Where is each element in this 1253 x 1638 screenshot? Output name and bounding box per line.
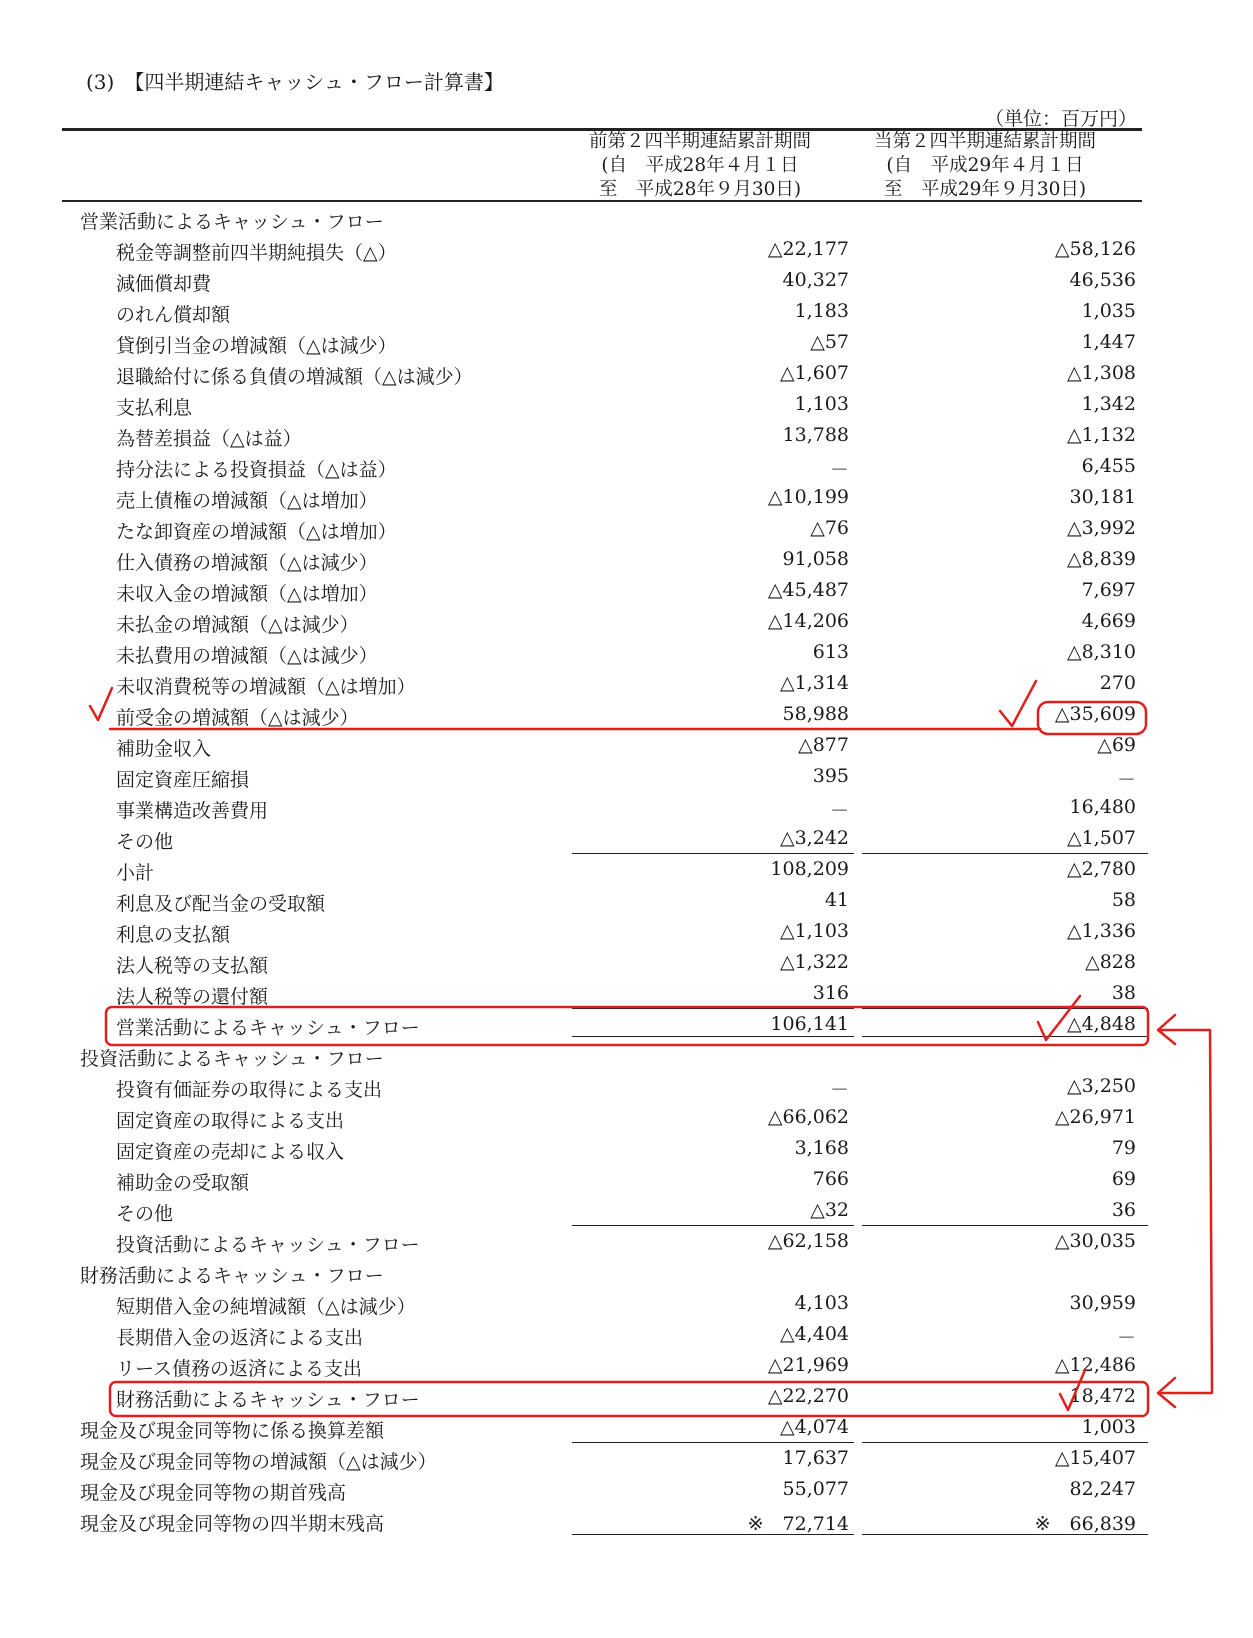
value-prev-period: － xyxy=(829,459,849,481)
value-prev-period: 58,988 xyxy=(782,703,849,725)
value-curr-period: 18,472 xyxy=(1069,1385,1136,1407)
table-row xyxy=(0,699,1253,730)
row-label: 支払利息 xyxy=(116,397,193,419)
row-label: 補助金収入 xyxy=(116,738,212,760)
value-prev-period: △1,103 xyxy=(779,920,849,942)
row-label: 未払費用の増減額（△は減少） xyxy=(116,645,378,667)
table-row xyxy=(0,854,1253,885)
column-header-prev-title: 前第２四半期連結累計期間 xyxy=(588,131,811,152)
table-row xyxy=(0,1040,1253,1071)
table-row xyxy=(0,265,1253,296)
value-curr-period: 1,035 xyxy=(1081,300,1136,322)
value-curr-period: 38 xyxy=(1111,982,1136,1004)
row-label: 法人税等の支払額 xyxy=(116,955,269,977)
row-label: 補助金の受取額 xyxy=(116,1172,250,1194)
row-label: 長期借入金の返済による支出 xyxy=(116,1327,364,1349)
table-row xyxy=(0,916,1253,947)
value-prev-period: 766 xyxy=(812,1168,849,1190)
row-label: 固定資産の売却による収入 xyxy=(116,1141,345,1163)
sum-rule xyxy=(572,1534,854,1535)
row-label: その他 xyxy=(116,1203,174,1225)
table-row xyxy=(0,389,1253,420)
row-label: 利息の支払額 xyxy=(116,924,231,946)
sum-rule xyxy=(862,1036,1148,1037)
row-label: 売上債権の増減額（△は増加） xyxy=(116,490,378,512)
value-prev-period: △21,969 xyxy=(767,1354,849,1376)
table-row xyxy=(0,575,1253,606)
row-label: 財務活動によるキャッシュ・フロー xyxy=(80,1265,384,1287)
row-label: その他 xyxy=(116,831,174,853)
value-prev-period: △3,242 xyxy=(779,827,849,849)
row-label: 税金等調整前四半期純損失（△） xyxy=(116,242,397,264)
value-prev-period: △22,270 xyxy=(767,1385,849,1407)
value-curr-period: － xyxy=(1116,769,1136,791)
value-curr-period: 6,455 xyxy=(1081,455,1136,477)
table-row xyxy=(0,1195,1253,1226)
row-label: のれん償却額 xyxy=(116,304,231,326)
value-prev-period: 395 xyxy=(812,765,849,787)
table-row xyxy=(0,823,1253,854)
value-prev-period: 41 xyxy=(824,889,849,911)
value-curr-period: △1,308 xyxy=(1066,362,1136,384)
value-curr-period: － xyxy=(1116,1327,1136,1349)
row-label: 為替差損益（△は益） xyxy=(116,428,302,450)
value-curr-period: 7,697 xyxy=(1081,579,1136,601)
value-prev-period: － xyxy=(829,1079,849,1101)
value-prev-period: 316 xyxy=(812,982,849,1004)
value-prev-period: △4,074 xyxy=(779,1416,849,1438)
table-row xyxy=(0,978,1253,1009)
value-prev-period: 3,168 xyxy=(794,1137,849,1159)
row-label: 未収入金の増減額（△は増加） xyxy=(116,583,378,605)
value-prev-period: △1,322 xyxy=(779,951,849,973)
value-curr-period: 82,247 xyxy=(1069,1478,1136,1500)
table-row xyxy=(0,234,1253,265)
row-label: 固定資産の取得による支出 xyxy=(116,1110,345,1132)
table-row xyxy=(0,1505,1253,1536)
value-curr-period: △1,336 xyxy=(1066,920,1136,942)
value-prev-period: △32 xyxy=(810,1199,849,1221)
table-row xyxy=(0,606,1253,637)
table-row xyxy=(0,885,1253,916)
row-label: 仕入債務の増減額（△は減少） xyxy=(116,552,378,574)
table-row xyxy=(0,327,1253,358)
row-label: 財務活動によるキャッシュ・フロー xyxy=(116,1389,420,1411)
table-row xyxy=(0,761,1253,792)
row-label: 未払金の増減額（△は減少） xyxy=(116,614,359,636)
sum-rule xyxy=(572,1442,854,1443)
table-row xyxy=(0,1443,1253,1474)
value-curr-period: 58 xyxy=(1111,889,1136,911)
value-curr-period: △15,407 xyxy=(1054,1447,1136,1469)
sum-rule xyxy=(572,1036,854,1037)
sum-rule xyxy=(862,1534,1148,1535)
value-curr-period: △3,992 xyxy=(1066,517,1136,539)
row-label: 事業構造改善費用 xyxy=(116,800,269,822)
sum-rule xyxy=(862,853,1148,854)
value-curr-period: 30,959 xyxy=(1069,1292,1136,1314)
value-prev-period: △877 xyxy=(798,734,849,756)
table-row xyxy=(0,1071,1253,1102)
table-row xyxy=(0,1412,1253,1443)
column-header-curr xyxy=(845,130,1125,202)
value-prev-period: 13,788 xyxy=(782,424,849,446)
value-curr-period: △69 xyxy=(1097,734,1136,756)
value-curr-period: △828 xyxy=(1085,951,1136,973)
value-curr-period: △8,310 xyxy=(1066,641,1136,663)
row-label: 現金及び現金同等物に係る換算差額 xyxy=(80,1420,385,1442)
table-row xyxy=(0,1381,1253,1412)
value-prev-period: △45,487 xyxy=(767,579,849,601)
value-curr-period: △30,035 xyxy=(1054,1230,1136,1252)
value-prev-period: 1,183 xyxy=(794,300,849,322)
value-prev-period: 108,209 xyxy=(770,858,849,880)
value-curr-period: △2,780 xyxy=(1066,858,1136,880)
value-curr-period: △35,609 xyxy=(1054,703,1136,725)
table-row xyxy=(0,1226,1253,1257)
value-prev-period: 40,327 xyxy=(782,269,849,291)
column-header-prev-to: 至 平成28年９月30日) xyxy=(598,179,802,200)
value-prev-period: 1,103 xyxy=(794,393,849,415)
row-label: 現金及び現金同等物の期首残高 xyxy=(80,1482,347,1504)
sum-rule xyxy=(862,1225,1148,1226)
value-prev-period: 91,058 xyxy=(782,548,849,570)
row-label: 現金及び現金同等物の四半期末残高 xyxy=(80,1513,385,1535)
value-prev-period: ※ 72,714 xyxy=(747,1513,849,1535)
value-curr-period: △8,839 xyxy=(1066,548,1136,570)
value-prev-period: △22,177 xyxy=(767,238,849,260)
value-prev-period: △14,206 xyxy=(767,610,849,632)
statement-title: (3) 【四半期連結キャッシュ・フロー計算書】 xyxy=(86,70,504,94)
table-row xyxy=(0,730,1253,761)
value-prev-period: － xyxy=(829,800,849,822)
row-label: 利息及び配当金の受取額 xyxy=(116,893,326,915)
value-prev-period: 55,077 xyxy=(782,1478,849,1500)
value-curr-period: △4,848 xyxy=(1066,1013,1136,1035)
value-curr-period: 79 xyxy=(1111,1137,1136,1159)
sum-rule xyxy=(572,1008,854,1009)
unit-label: （単位：百万円） xyxy=(985,108,1138,130)
value-curr-period: △58,126 xyxy=(1054,238,1136,260)
row-label: 現金及び現金同等物の増減額（△は減少） xyxy=(80,1451,437,1473)
row-label: 営業活動によるキャッシュ・フロー xyxy=(116,1017,420,1039)
table-row xyxy=(0,947,1253,978)
value-curr-period: △1,132 xyxy=(1066,424,1136,446)
table-row xyxy=(0,296,1253,327)
value-curr-period: △3,250 xyxy=(1066,1075,1136,1097)
header-rule xyxy=(62,200,1142,202)
column-header-prev xyxy=(560,130,840,202)
row-label: 営業活動によるキャッシュ・フロー xyxy=(80,211,384,233)
column-header-curr-title: 当第２四半期連結累計期間 xyxy=(873,131,1096,152)
row-label: 法人税等の還付額 xyxy=(116,986,269,1008)
table-row xyxy=(0,203,1253,234)
sum-rule xyxy=(572,1225,854,1226)
value-curr-period: △12,486 xyxy=(1054,1354,1136,1376)
table-row xyxy=(0,420,1253,451)
value-prev-period: 17,637 xyxy=(782,1447,849,1469)
table-row xyxy=(0,1164,1253,1195)
value-prev-period: △66,062 xyxy=(767,1106,849,1128)
table-row xyxy=(0,482,1253,513)
table-row xyxy=(0,1257,1253,1288)
column-header-curr-to: 至 平成29年９月30日) xyxy=(883,179,1087,200)
value-curr-period: 30,181 xyxy=(1069,486,1136,508)
value-curr-period: ※ 66,839 xyxy=(1034,1513,1136,1535)
value-curr-period: 36 xyxy=(1111,1199,1136,1221)
sum-rule xyxy=(862,1008,1148,1009)
row-label: 貸倒引当金の増減額（△は減少） xyxy=(116,335,397,357)
value-prev-period: △62,158 xyxy=(767,1230,849,1252)
row-label: 小計 xyxy=(116,862,155,884)
value-curr-period: 46,536 xyxy=(1069,269,1136,291)
table-row xyxy=(0,637,1253,668)
row-label: 短期借入金の純増減額（△は減少） xyxy=(116,1296,416,1318)
value-prev-period: △10,199 xyxy=(767,486,849,508)
value-curr-period: 1,003 xyxy=(1081,1416,1136,1438)
row-label: 退職給付に係る負債の増減額（△は減少） xyxy=(116,366,473,388)
row-label: 投資有価証券の取得による支出 xyxy=(116,1079,383,1101)
row-label: 持分法による投資損益（△は益） xyxy=(116,459,397,481)
table-row xyxy=(0,1102,1253,1133)
table-row xyxy=(0,1474,1253,1505)
column-header-curr-from: (自 平成29年４月１日 xyxy=(886,155,1084,176)
table-row xyxy=(0,1350,1253,1381)
value-prev-period: △4,404 xyxy=(779,1323,849,1345)
table-row xyxy=(0,668,1253,699)
row-label: 減価償却費 xyxy=(116,273,212,295)
value-prev-period: 106,141 xyxy=(770,1013,849,1035)
table-row xyxy=(0,1288,1253,1319)
column-header-prev-from: (自 平成28年４月１日 xyxy=(601,155,799,176)
row-label: 未収消費税等の増減額（△は増加） xyxy=(116,676,416,698)
table-row xyxy=(0,1133,1253,1164)
value-curr-period: 4,669 xyxy=(1081,610,1136,632)
table-row xyxy=(0,451,1253,482)
value-curr-period: 270 xyxy=(1099,672,1136,694)
row-label: たな卸資産の増減額（△は増加） xyxy=(116,521,397,543)
table-row xyxy=(0,1319,1253,1350)
value-prev-period: △76 xyxy=(810,517,849,539)
row-label: 固定資産圧縮損 xyxy=(116,769,250,791)
value-curr-period: △1,507 xyxy=(1066,827,1136,849)
value-curr-period: △26,971 xyxy=(1054,1106,1136,1128)
value-prev-period: △57 xyxy=(810,331,849,353)
value-prev-period: 613 xyxy=(812,641,849,663)
table-row xyxy=(0,513,1253,544)
value-prev-period: 4,103 xyxy=(794,1292,849,1314)
table-row xyxy=(0,792,1253,823)
row-label: 投資活動によるキャッシュ・フロー xyxy=(116,1234,420,1256)
row-label: 前受金の増減額（△は減少） xyxy=(116,707,359,729)
row-label: リース債務の返済による支出 xyxy=(116,1358,363,1380)
sum-rule xyxy=(572,853,854,854)
value-curr-period: 69 xyxy=(1111,1168,1136,1190)
value-curr-period: 16,480 xyxy=(1069,796,1136,818)
row-label: 投資活動によるキャッシュ・フロー xyxy=(80,1048,384,1070)
value-curr-period: 1,342 xyxy=(1081,393,1136,415)
value-prev-period: △1,314 xyxy=(779,672,849,694)
value-curr-period: 1,447 xyxy=(1081,331,1136,353)
table-row xyxy=(0,544,1253,575)
table-row xyxy=(0,358,1253,389)
value-prev-period: △1,607 xyxy=(779,362,849,384)
sum-rule xyxy=(862,1442,1148,1443)
